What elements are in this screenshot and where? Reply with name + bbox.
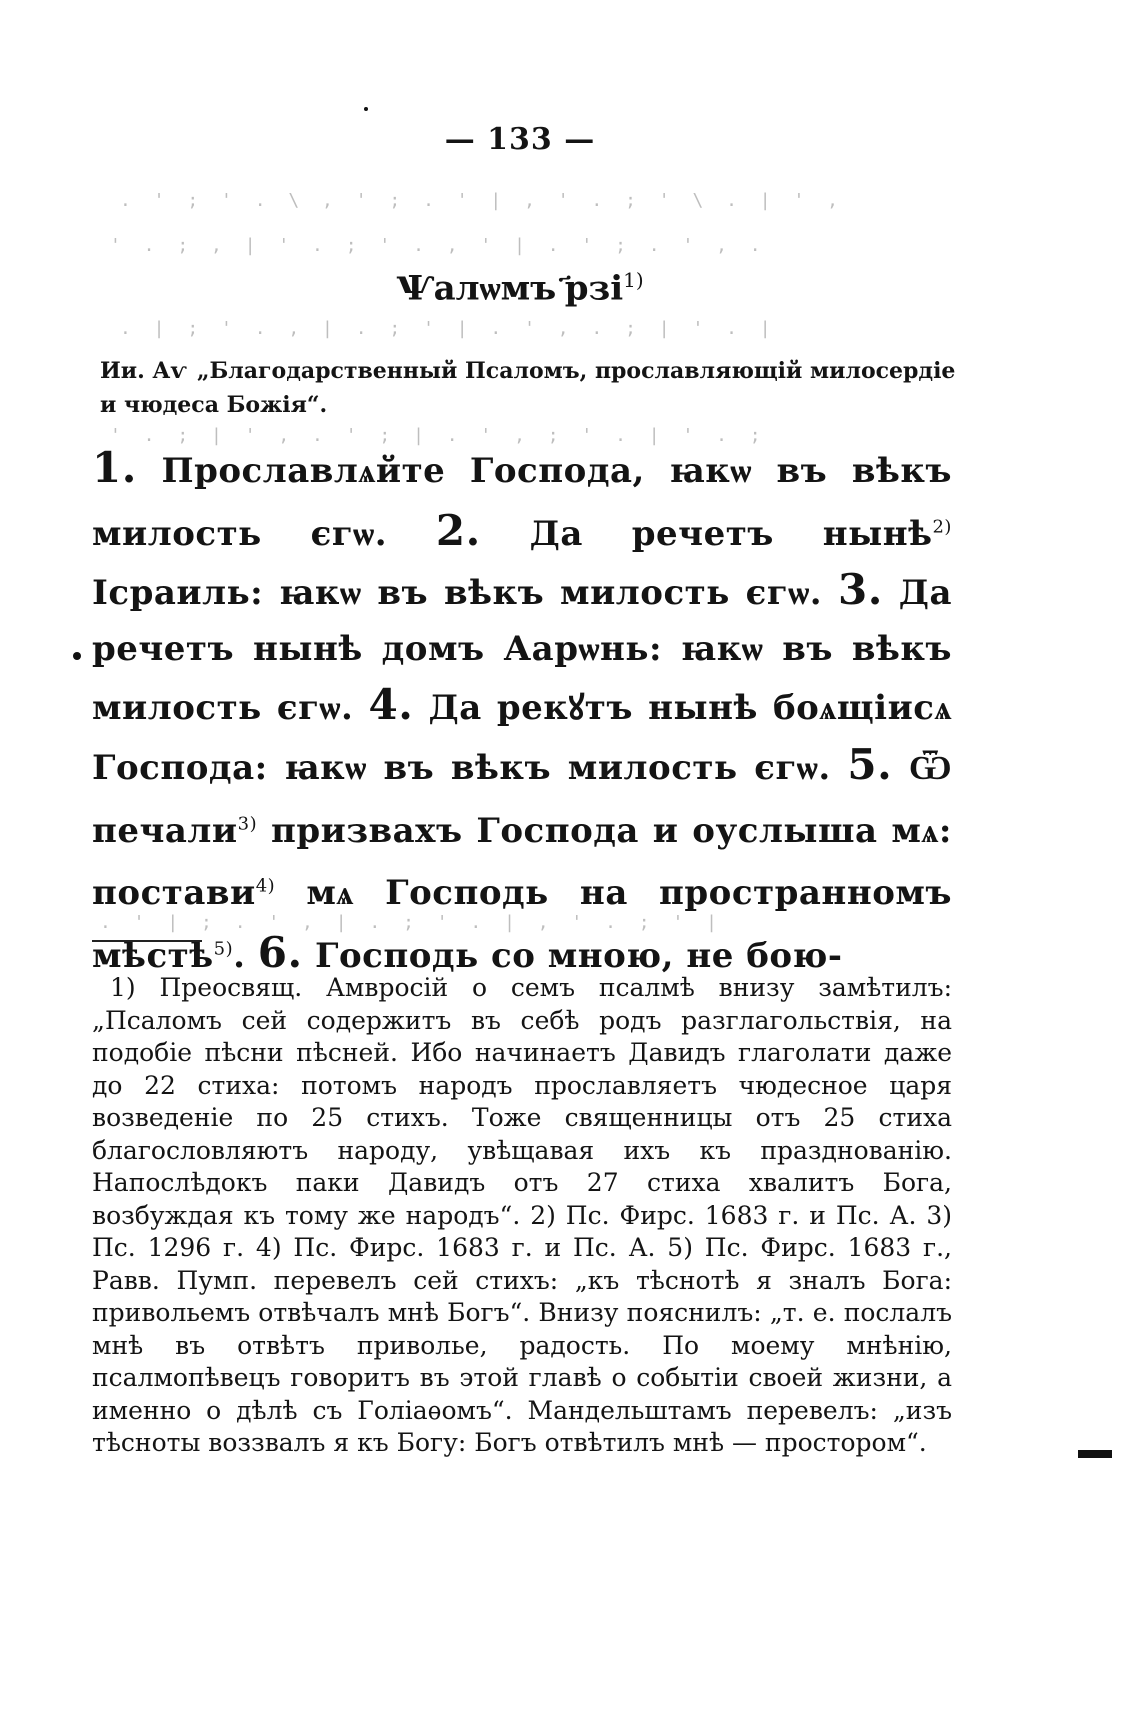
verse-text: мѧ Господь на пространномъ мѣстѣ [92,873,953,977]
verse-text: призвахъ Господа и оуслыша мѧ: постави [92,810,952,914]
show-through-mark: ' . ; | ' , . ' ; | . ' , ; ' . | ' . ; [110,425,767,446]
ink-speck [364,107,368,111]
show-through-mark: . | ; ' . , | . ; ' | . ' , . ; | ' . | [120,318,777,339]
footnote-separator [92,940,202,942]
verse-number: 2. [435,505,481,555]
heading-text: „Благодарственный Псаломъ, прославляющій милосердіе и чюдеса Божія“. [100,358,956,418]
ink-mark [1078,1450,1112,1458]
verse-number: 4. [368,680,414,730]
verse-text: Прославлѧйте Господа, ꙗкѡ въ вѣкъ милость єгѡ. [92,451,953,554]
show-through-mark: ' . ; , | ' . ; ' . , ' | . ' ; . ' , . [110,235,767,256]
verse-text: . [233,936,246,977]
psalm-heading [100,354,960,422]
footnote-text: 1) Преосвящ. Амвросій о семъ псалмѣ внизу замѣтилъ: „Псаломъ сей содержитъ въ себѣ родъ разглагольствія, на подобіе пѣсни пѣсней. Ибо начинаетъ Давидъ глаголати даже до 22 стиха: потомъ народъ прославляетъ чюдесное царя возведеніе по 25 стихъ. Тоже священницы отъ 25 стиха благословляютъ народу, увѣщавая ихъ къ празднованію. Напослѣдокъ паки Давидъ отъ 27 стиха хвалитъ Бога, возбуждая къ тому же народъ“. 2) Пс. Фирс. 1683 г. и Пс. А. 3) Пс. 1296 г. 4) Пс. Фирс. 1683 г. и Пс. А. 5) Пс. Фирс. 1683 г., Равв. Пумп. перевелъ сей стихъ: „къ тѣснотѣ я зналъ Бога: привольемъ отвѣчалъ мнѣ Богъ“. Внизу пояснилъ: „т. е. послалъ мнѣ въ отвѣтъ приволье, радость. По моему мнѣнію, псалмопѣвецъ говоритъ въ этой главѣ о событіи своей жизни, а именно о дѣлѣ съ Голіаѳомъ“. Мандельштамъ перевелъ: „изъ тѣсноты воззвалъ я къ Богу: Богъ отвѣтилъ мнѣ — простором“. [92,973,952,1457]
psalm-title [0,268,1040,308]
verse-text: Да речетъ нынѣ [529,513,933,554]
verses-block [92,440,952,985]
psalm-title-text: Ѱалѡмъ ҃рзі [396,268,624,309]
verse [257,928,843,978]
verse-text: Да речетъ нынѣ домъ Аарѡнь: ꙗкѡ въ вѣкъ милость єгѡ. [92,573,952,729]
verse-number: 5. [847,739,893,789]
verse-text: Господь со мною, не бою- [315,936,843,977]
page-number: — 133 — [444,122,596,157]
heading-lead: Ии. Аѵ [100,358,187,384]
verse-number: 6. [257,928,303,978]
footnote-block [92,972,952,1460]
verse-text: Да рекꙋтъ нынѣ боѧщіисѧ Господа: ꙗкѡ въ вѣкъ милость єгѡ. [92,688,952,788]
verse-number: 1. [92,443,137,492]
verse-text: Ѿ печали [92,747,952,851]
verse-number: 3. [837,565,883,615]
footnote-ref: 5) [213,938,234,960]
show-through-mark: . ' ; ' . \ , ' ; . ' | , ' . ; ' \ . | ' , [120,190,844,211]
footnote-ref: 2) [932,516,952,538]
show-through-mark: . ' | ; . ' , | . ; ' . | , ' . ; ' | [100,912,723,933]
psalm-title-footnote-ref: 1) [623,268,644,292]
footnote-ref: 4) [255,876,276,898]
ink-speck [73,652,81,660]
footnote-ref: 3) [237,813,258,835]
verse-text: Ісраиль: ꙗкѡ въ вѣкъ милость єгѡ. [92,573,823,614]
